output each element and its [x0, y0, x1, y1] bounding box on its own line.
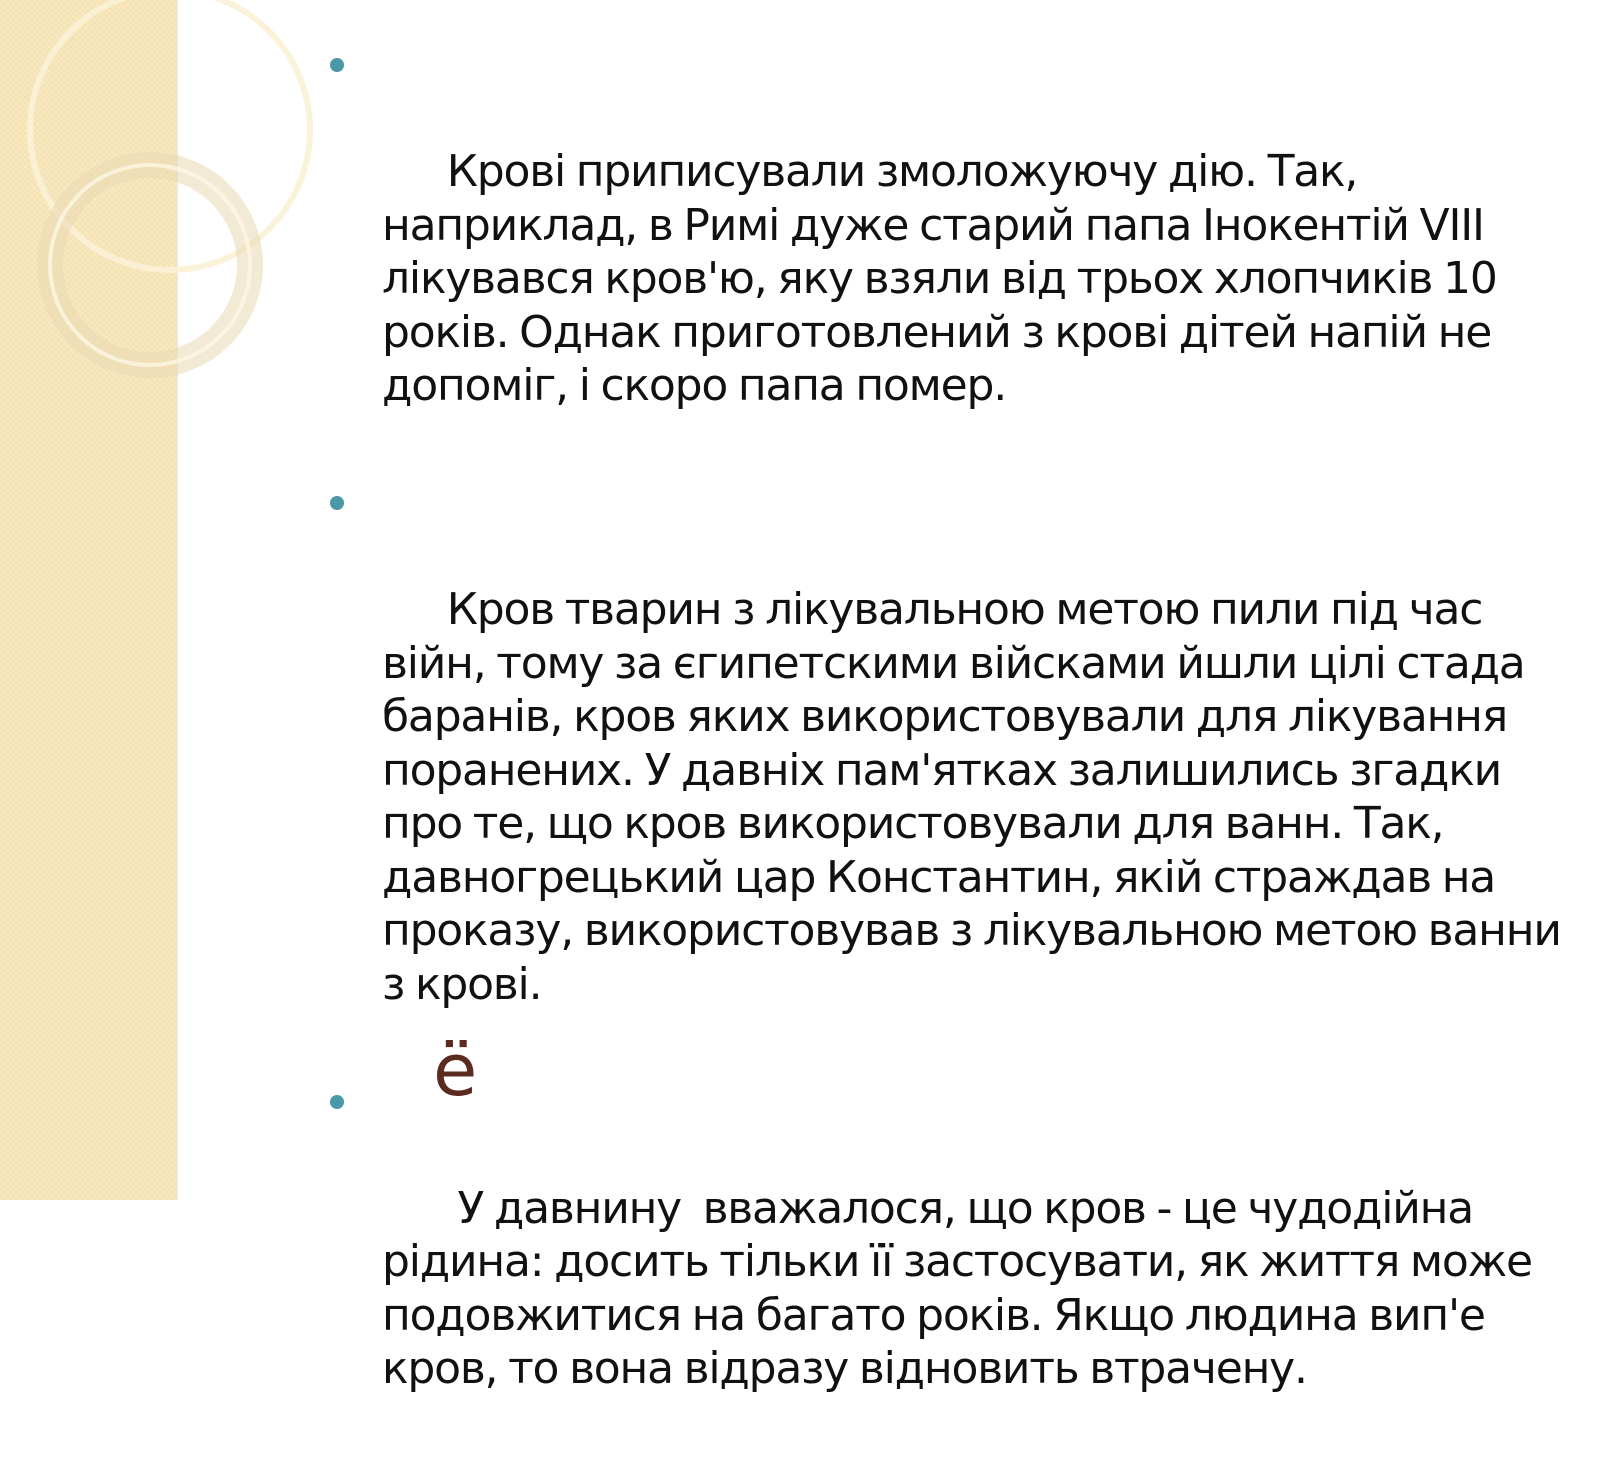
- bullet-dot-icon: [330, 1095, 344, 1109]
- bullet-text: Кров тварин з лікувальною метою пили під час війн, тому за єгипетскими війсками йшли цілі стада баранів, кров яких використовували для лікування поранених. У давніх пам'ятках залишились згадки про те, що кров використовували для ванн. Так, давногрецький цар Константин, якій страждав на проказу, використовував з лікувальною метою ванни з крові.: [382, 584, 1572, 1010]
- decorative-rings-icon: [0, 0, 176, 420]
- bullet-item-rejuvenation: [330, 38, 1590, 466]
- bullet-text: Крові приписували змоложуючу дію. Так, наприклад, в Римі дуже старий папа Інокентій VIII лікувався кров'ю, яку взяли від трьох хлопчиків 10 років. Однак приготовлений з крові дітей напій не допоміг, і скоро папа помер.: [382, 146, 1508, 411]
- bullet-item-miracle-fluid: [330, 1075, 1590, 1450]
- bullet-list: [330, 38, 1590, 1459]
- bullet-dot-icon: [330, 58, 344, 72]
- stray-glyph: ё: [433, 1028, 478, 1112]
- bullet-text: У давнину вважалося, що кров - це чудодійна рідина: досить тільки її застосувати, як життя може подовжитися на багато років. Якщо людина вип'е кров, то вона відразу відновить втрачену.: [382, 1182, 1543, 1394]
- bullet-item-animal-blood: [330, 476, 1590, 1065]
- bullet-dot-icon: [330, 496, 344, 510]
- decorative-side-band: [0, 0, 178, 1200]
